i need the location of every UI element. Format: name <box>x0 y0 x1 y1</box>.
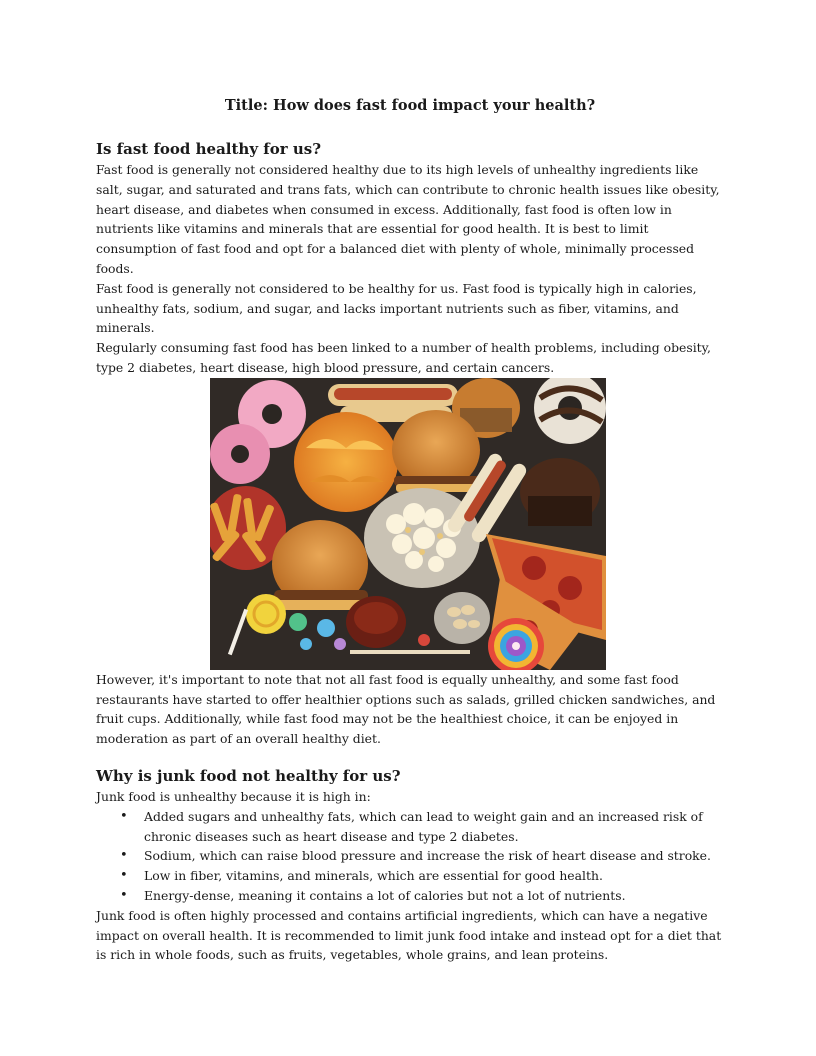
nuts-bowl-shape <box>434 592 490 644</box>
fast-food-photo <box>210 378 606 670</box>
paragraph: Junk food is unhealthy because it is high in: <box>96 788 371 804</box>
bullet-icon: • <box>120 868 128 884</box>
paragraph: Junk food is often highly processed and contains artificial ingredients, which can have a negative impact on overall health. It is recommended to limit junk food intake and instead opt for a diet that is rich in whole foods, such as fruits, vegetables, whole grains, and lean proteins. <box>96 907 722 963</box>
section-heading-junk-food: Why is junk food not healthy for us? <box>96 766 401 785</box>
bullet-icon: • <box>120 848 128 864</box>
bullet-icon: • <box>120 808 128 824</box>
paragraph: Fast food is generally not considered healthy due to its high levels of unhealthy ingredients like salt, sugar, and saturated and trans fats, which can contribute to chronic health issues like obesity, heart disease, and diabetes when consumed in excess. Additionally, fast food is often low in nutrients like vitamins and minerals that are essential for good health. It is best to limit consumption of fast food and opt for a balanced diet with plenty of whole, minimally processed foods. <box>96 162 720 276</box>
paragraph: Fast food is generally not considered to be healthy for us. Fast food is typically high in calories, unhealthy fats, sodium, and sugar, and lacks important nutrients such as fiber, vitamins, and minerals. <box>96 280 697 336</box>
list-item: • Added sugars and unhealthy fats, which can lead to weight gain and an increased risk of chronic diseases such as heart disease and type 2 diabetes. <box>120 808 703 844</box>
document-title: Title: How does fast food impact your health? <box>224 97 596 114</box>
bullet-list <box>96 807 724 906</box>
list-item: • Low in fiber, vitamins, and minerals, which are essential for good health. <box>144 866 724 886</box>
choc-muffin-shape <box>520 458 600 526</box>
chips-bowl-shape <box>294 412 398 512</box>
list-item: • Energy-dense, meaning it contains a lot of calories but not a lot of nutrients. <box>144 886 724 906</box>
list-item: • Sodium, which can raise blood pressure and increase the risk of heart disease and stroke. <box>144 846 724 866</box>
burger-shape <box>392 410 480 492</box>
paragraph: Regularly consuming fast food has been linked to a number of health problems, including obesity, type 2 diabetes, heart disease, high blood pressure, and certain cancers. <box>96 340 711 375</box>
paragraph: However, it's important to note that not all fast food is equally unhealthy, and some fast food restaurants have started to offer healthier options such as salads, grilled chicken sandwiches, and fruit cups. Additionally, while fast food may not be the healthiest choice, it can be enjoyed in moderation as part of an overall healthy diet. <box>96 671 716 747</box>
section-heading-fast-food-healthy: Is fast food healthy for us? <box>96 140 321 158</box>
bullet-icon: • <box>120 887 128 903</box>
sauce-bowl-shape <box>346 596 406 648</box>
burger-shape-2 <box>272 520 368 610</box>
document-page <box>96 96 724 965</box>
candy-ball-shape <box>418 634 430 646</box>
